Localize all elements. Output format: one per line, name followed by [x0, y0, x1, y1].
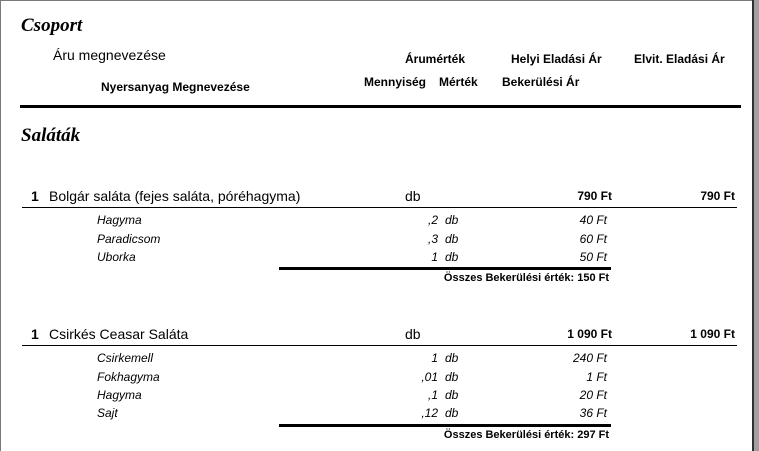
product-total: Összes Bekerülési érték: 297 Ft	[443, 429, 609, 441]
ingredient-measure: db	[445, 388, 459, 402]
ingredient-cost: 1 Ft	[586, 370, 607, 384]
ingredient-name: Csirkemell	[97, 351, 154, 365]
ingredient-measure: db	[445, 232, 459, 246]
takeaway-price-header: Elvit. Eladási Ár	[634, 52, 725, 66]
page-right-margin	[754, 0, 759, 451]
ingredient-quantity: ,12	[421, 406, 438, 420]
ingredient-name: Hagyma	[97, 213, 142, 227]
section-title: Saláták	[21, 125, 81, 146]
ingredient-quantity: ,3	[427, 232, 438, 246]
product-local-price: 790 Ft	[577, 189, 612, 203]
ingredient-quantity: ,1	[427, 388, 438, 402]
quantity-header: Mennyiség	[364, 75, 427, 89]
product-takeaway-price: 1 090 Ft	[690, 327, 735, 341]
ingredient-name: Fokhagyma	[97, 370, 160, 384]
ingredient-name: Hagyma	[97, 388, 142, 402]
cost-price-header: Bekerülési Ár	[502, 75, 580, 89]
ingredient-quantity: 1	[431, 250, 438, 264]
ingredient-cost: 20 Ft	[579, 388, 607, 402]
local-price-header: Helyi Eladási Ár	[511, 52, 602, 66]
ingredient-cost: 36 Ft	[579, 406, 607, 420]
ingredient-quantity: ,01	[421, 370, 438, 384]
ingredient-cost: 40 Ft	[579, 213, 607, 227]
ingredient-measure: db	[445, 250, 459, 264]
header-divider	[20, 105, 741, 108]
ingredient-measure: db	[445, 406, 459, 420]
ingredient-name: Paradicsom	[97, 232, 161, 246]
ingredient-quantity: ,2	[427, 213, 438, 227]
ingredient-name: Sajt	[97, 406, 118, 420]
page-left-border	[0, 0, 1, 451]
product-unit: db	[405, 326, 421, 342]
group-header-label: Csoport	[21, 15, 83, 36]
page-top-border	[0, 0, 754, 1]
product-number: 1	[31, 188, 39, 204]
ingredient-cost: 60 Ft	[579, 232, 607, 246]
product-divider	[22, 345, 737, 346]
ingredient-cost: 240 Ft	[572, 351, 607, 365]
ingredient-measure: db	[445, 213, 459, 227]
product-total: Összes Bekerülési érték: 150 Ft	[443, 272, 609, 284]
product-unit: db	[405, 188, 421, 204]
ingredient-measure: db	[445, 351, 459, 365]
product-name: Bolgár saláta (fejes saláta, póréhagyma)	[49, 188, 301, 204]
ingredient-name-header: Nyersanyag Megnevezése	[101, 80, 250, 94]
product-divider	[22, 207, 737, 208]
product-name-header: Áru megnevezése	[53, 47, 166, 63]
total-divider	[279, 424, 611, 427]
ingredient-cost: 50 Ft	[579, 250, 607, 264]
ingredient-measure: db	[445, 370, 459, 384]
unit-header: Árumérték	[405, 52, 466, 66]
ingredient-quantity: 1	[431, 351, 438, 365]
product-takeaway-price: 790 Ft	[700, 189, 735, 203]
measure-header: Mérték	[439, 75, 478, 89]
product-number: 1	[31, 326, 39, 342]
product-local-price: 1 090 Ft	[567, 327, 612, 341]
ingredient-name: Uborka	[97, 250, 136, 264]
total-divider	[279, 267, 611, 270]
product-name: Csirkés Ceasar Saláta	[49, 326, 189, 342]
